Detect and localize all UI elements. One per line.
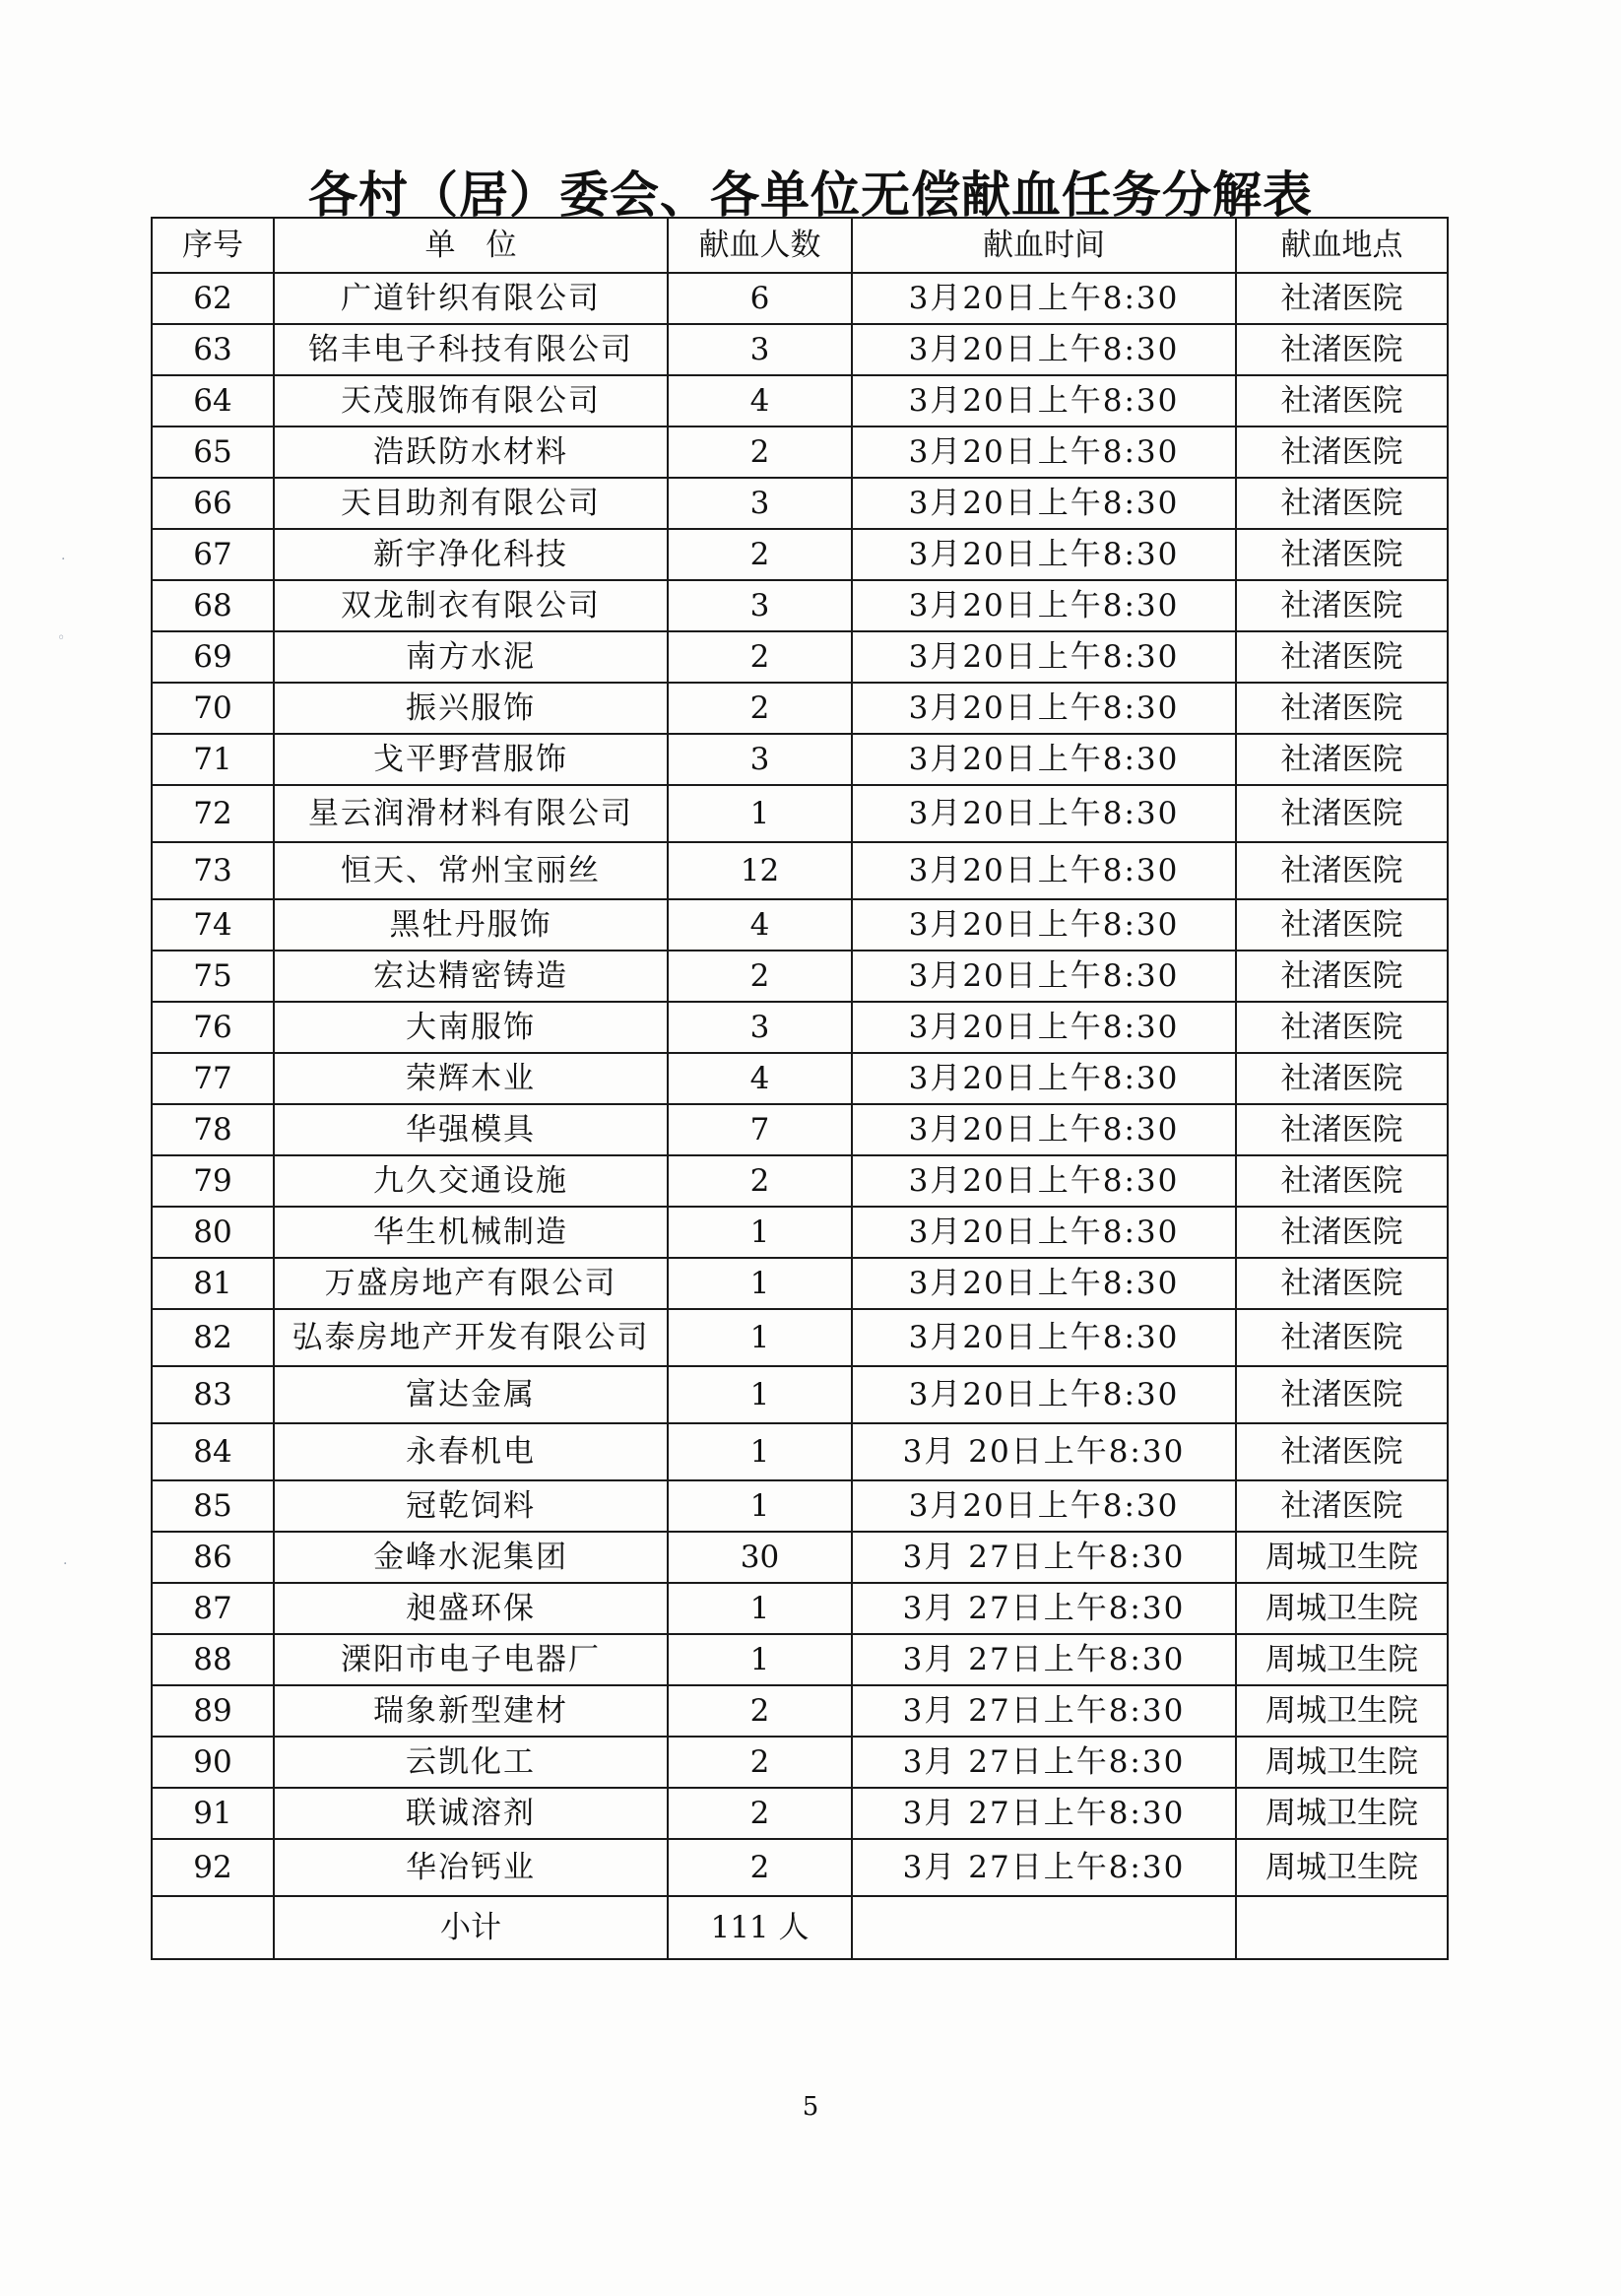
table-row	[152, 324, 1448, 375]
cell-no: 85	[152, 1480, 274, 1532]
cell-no: 75	[152, 951, 274, 1002]
cell-time: 3月20日上午8:30	[852, 842, 1236, 899]
cell-count: 2	[668, 1155, 852, 1207]
cell-place: 社渚医院	[1236, 580, 1448, 631]
cell-time: 3月20日上午8:30	[852, 1309, 1236, 1366]
cell-place: 社渚医院	[1236, 1002, 1448, 1053]
cell-unit: 华生机械制造	[274, 1207, 668, 1258]
table-row	[152, 1788, 1448, 1839]
cell-no: 78	[152, 1104, 274, 1155]
cell-time: 3月20日上午8:30	[852, 324, 1236, 375]
cell-time: 3月 27日上午8:30	[852, 1737, 1236, 1788]
subtotal-row	[152, 1896, 1448, 1959]
table-row	[152, 1366, 1448, 1423]
cell-count: 12	[668, 842, 852, 899]
cell-no: 80	[152, 1207, 274, 1258]
cell-time: 3月20日上午8:30	[852, 785, 1236, 842]
cell-place: 社渚医院	[1236, 375, 1448, 426]
cell-place: 社渚医院	[1236, 426, 1448, 478]
cell-time: 3月20日上午8:30	[852, 273, 1236, 324]
cell-unit: 万盛房地产有限公司	[274, 1258, 668, 1309]
cell-no: 72	[152, 785, 274, 842]
cell-no: 91	[152, 1788, 274, 1839]
cell-unit: 九久交通设施	[274, 1155, 668, 1207]
cell-place: 社渚医院	[1236, 842, 1448, 899]
cell-time: 3月20日上午8:30	[852, 529, 1236, 580]
subtotal-label: 小计	[274, 1896, 668, 1959]
cell-count: 1	[668, 1207, 852, 1258]
table-row	[152, 1685, 1448, 1737]
cell-time: 3月 27日上午8:30	[852, 1583, 1236, 1634]
table-row	[152, 785, 1448, 842]
cell-unit: 富达金属	[274, 1366, 668, 1423]
cell-time: 3月20日上午8:30	[852, 426, 1236, 478]
cell-time: 3月20日上午8:30	[852, 1207, 1236, 1258]
cell-place: 周城卫生院	[1236, 1685, 1448, 1737]
table-row	[152, 1423, 1448, 1480]
table-row	[152, 1309, 1448, 1366]
cell-place: 社渚医院	[1236, 529, 1448, 580]
cell-count: 2	[668, 951, 852, 1002]
cell-no: 90	[152, 1737, 274, 1788]
header-unit: 单 位	[274, 218, 668, 273]
header-row	[152, 218, 1448, 273]
cell-count: 1	[668, 1583, 852, 1634]
page-number: 5	[802, 2092, 819, 2122]
cell-time: 3月20日上午8:30	[852, 683, 1236, 734]
cell-unit: 大南服饰	[274, 1002, 668, 1053]
table-row	[152, 899, 1448, 951]
cell-unit: 昶盛环保	[274, 1583, 668, 1634]
cell-no: 88	[152, 1634, 274, 1685]
cell-count: 2	[668, 683, 852, 734]
table-row	[152, 478, 1448, 529]
cell-time: 3月20日上午8:30	[852, 631, 1236, 683]
cell-no: 67	[152, 529, 274, 580]
cell-no: 89	[152, 1685, 274, 1737]
cell-place: 社渚医院	[1236, 1104, 1448, 1155]
cell-time: 3月20日上午8:30	[852, 1104, 1236, 1155]
cell-unit: 永春机电	[274, 1423, 668, 1480]
cell-count: 1	[668, 1480, 852, 1532]
table-row	[152, 426, 1448, 478]
cell-unit: 弘泰房地产开发有限公司	[274, 1309, 668, 1366]
cell-unit: 金峰水泥集团	[274, 1532, 668, 1583]
table-row	[152, 951, 1448, 1002]
cell-unit: 瑞象新型建材	[274, 1685, 668, 1737]
cell-place: 周城卫生院	[1236, 1634, 1448, 1685]
cell-unit: 黑牡丹服饰	[274, 899, 668, 951]
cell-count: 2	[668, 529, 852, 580]
table-row	[152, 580, 1448, 631]
cell-place: 社渚医院	[1236, 1309, 1448, 1366]
cell-no: 82	[152, 1309, 274, 1366]
cell-count: 2	[668, 631, 852, 683]
header-count: 献血人数	[668, 218, 852, 273]
subtotal-place-cell	[1236, 1896, 1448, 1959]
table-row	[152, 1053, 1448, 1104]
table-row	[152, 529, 1448, 580]
table-row	[152, 1583, 1448, 1634]
table-row	[152, 1104, 1448, 1155]
table-footer	[152, 1896, 1448, 1959]
cell-time: 3月 20日上午8:30	[852, 1423, 1236, 1480]
cell-unit: 华强模具	[274, 1104, 668, 1155]
cell-no: 64	[152, 375, 274, 426]
cell-count: 2	[668, 1839, 852, 1896]
cell-unit: 荣辉木业	[274, 1053, 668, 1104]
cell-time: 3月20日上午8:30	[852, 1480, 1236, 1532]
cell-time: 3月20日上午8:30	[852, 1002, 1236, 1053]
cell-place: 社渚医院	[1236, 1480, 1448, 1532]
cell-place: 社渚医院	[1236, 951, 1448, 1002]
cell-time: 3月20日上午8:30	[852, 375, 1236, 426]
cell-place: 社渚医院	[1236, 1207, 1448, 1258]
scan-speck: ·	[61, 552, 66, 567]
cell-time: 3月 27日上午8:30	[852, 1788, 1236, 1839]
table-row	[152, 683, 1448, 734]
cell-no: 73	[152, 842, 274, 899]
cell-count: 3	[668, 478, 852, 529]
cell-time: 3月20日上午8:30	[852, 899, 1236, 951]
cell-no: 92	[152, 1839, 274, 1896]
cell-unit: 广道针织有限公司	[274, 273, 668, 324]
cell-place: 社渚医院	[1236, 1423, 1448, 1480]
subtotal-count: 111 人	[668, 1896, 852, 1959]
cell-unit: 铭丰电子科技有限公司	[274, 324, 668, 375]
cell-place: 社渚医院	[1236, 683, 1448, 734]
cell-place: 周城卫生院	[1236, 1737, 1448, 1788]
cell-no: 87	[152, 1583, 274, 1634]
table-row	[152, 375, 1448, 426]
cell-time: 3月20日上午8:30	[852, 951, 1236, 1002]
cell-unit: 华冶钙业	[274, 1839, 668, 1896]
table-row	[152, 1002, 1448, 1053]
cell-count: 4	[668, 899, 852, 951]
subtotal-time-cell	[852, 1896, 1236, 1959]
cell-no: 83	[152, 1366, 274, 1423]
cell-unit: 星云润滑材料有限公司	[274, 785, 668, 842]
cell-count: 3	[668, 1002, 852, 1053]
cell-no: 86	[152, 1532, 274, 1583]
table-body	[152, 273, 1448, 1896]
cell-time: 3月20日上午8:30	[852, 478, 1236, 529]
cell-time: 3月 27日上午8:30	[852, 1685, 1236, 1737]
page-title: 各村（居）委会、各单位无偿献血任务分解表	[308, 166, 1313, 224]
cell-place: 社渚医院	[1236, 1155, 1448, 1207]
cell-place: 社渚医院	[1236, 1258, 1448, 1309]
table-header	[152, 218, 1448, 273]
cell-time: 3月20日上午8:30	[852, 1258, 1236, 1309]
subtotal-no-cell	[152, 1896, 274, 1959]
cell-time: 3月20日上午8:30	[852, 1366, 1236, 1423]
header-no: 序号	[152, 218, 274, 273]
table-row	[152, 1839, 1448, 1896]
table-row	[152, 1634, 1448, 1685]
cell-count: 2	[668, 1685, 852, 1737]
cell-no: 71	[152, 734, 274, 785]
cell-time: 3月20日上午8:30	[852, 1155, 1236, 1207]
cell-place: 社渚医院	[1236, 1053, 1448, 1104]
cell-time: 3月20日上午8:30	[852, 734, 1236, 785]
cell-count: 4	[668, 375, 852, 426]
header-time: 献血时间	[852, 218, 1236, 273]
table-row	[152, 631, 1448, 683]
cell-no: 62	[152, 273, 274, 324]
cell-place: 周城卫生院	[1236, 1839, 1448, 1896]
cell-place: 社渚医院	[1236, 734, 1448, 785]
cell-count: 4	[668, 1053, 852, 1104]
cell-place: 社渚医院	[1236, 1366, 1448, 1423]
cell-place: 周城卫生院	[1236, 1532, 1448, 1583]
table-row	[152, 1258, 1448, 1309]
cell-unit: 溧阳市电子电器厂	[274, 1634, 668, 1685]
cell-no: 74	[152, 899, 274, 951]
cell-no: 70	[152, 683, 274, 734]
cell-unit: 双龙制衣有限公司	[274, 580, 668, 631]
cell-place: 社渚医院	[1236, 273, 1448, 324]
header-place: 献血地点	[1236, 218, 1448, 273]
cell-time: 3月20日上午8:30	[852, 580, 1236, 631]
cell-place: 社渚医院	[1236, 899, 1448, 951]
cell-time: 3月20日上午8:30	[852, 1053, 1236, 1104]
cell-no: 84	[152, 1423, 274, 1480]
cell-count: 1	[668, 785, 852, 842]
cell-count: 30	[668, 1532, 852, 1583]
cell-unit: 云凯化工	[274, 1737, 668, 1788]
cell-count: 6	[668, 273, 852, 324]
cell-time: 3月 27日上午8:30	[852, 1634, 1236, 1685]
cell-count: 3	[668, 734, 852, 785]
cell-unit: 戈平野营服饰	[274, 734, 668, 785]
table-row	[152, 1480, 1448, 1532]
cell-place: 周城卫生院	[1236, 1583, 1448, 1634]
cell-place: 社渚医院	[1236, 478, 1448, 529]
cell-unit: 恒天、常州宝丽丝	[274, 842, 668, 899]
cell-place: 社渚医院	[1236, 324, 1448, 375]
cell-unit: 振兴服饰	[274, 683, 668, 734]
cell-count: 1	[668, 1309, 852, 1366]
cell-time: 3月 27日上午8:30	[852, 1839, 1236, 1896]
cell-count: 3	[668, 324, 852, 375]
cell-unit: 冠乾饲料	[274, 1480, 668, 1532]
cell-no: 69	[152, 631, 274, 683]
cell-count: 1	[668, 1423, 852, 1480]
cell-unit: 宏达精密铸造	[274, 951, 668, 1002]
scan-speck: ·	[63, 1556, 68, 1572]
cell-unit: 浩跃防水材料	[274, 426, 668, 478]
cell-no: 63	[152, 324, 274, 375]
table-row	[152, 842, 1448, 899]
cell-unit: 天目助剂有限公司	[274, 478, 668, 529]
cell-unit: 天茂服饰有限公司	[274, 375, 668, 426]
cell-no: 77	[152, 1053, 274, 1104]
cell-no: 76	[152, 1002, 274, 1053]
cell-count: 1	[668, 1258, 852, 1309]
cell-place: 社渚医院	[1236, 631, 1448, 683]
table-row	[152, 1155, 1448, 1207]
cell-count: 2	[668, 426, 852, 478]
table-row	[152, 273, 1448, 324]
cell-count: 3	[668, 580, 852, 631]
blood-donation-task-table	[151, 217, 1449, 1960]
cell-unit: 新宇净化科技	[274, 529, 668, 580]
cell-no: 65	[152, 426, 274, 478]
cell-count: 7	[668, 1104, 852, 1155]
cell-count: 1	[668, 1366, 852, 1423]
cell-time: 3月 27日上午8:30	[852, 1532, 1236, 1583]
cell-count: 2	[668, 1788, 852, 1839]
cell-place: 周城卫生院	[1236, 1788, 1448, 1839]
cell-no: 79	[152, 1155, 274, 1207]
cell-no: 66	[152, 478, 274, 529]
table-row	[152, 1532, 1448, 1583]
cell-no: 68	[152, 580, 274, 631]
table-row	[152, 1737, 1448, 1788]
cell-unit: 南方水泥	[274, 631, 668, 683]
cell-no: 81	[152, 1258, 274, 1309]
cell-count: 2	[668, 1737, 852, 1788]
cell-place: 社渚医院	[1236, 785, 1448, 842]
cell-count: 1	[668, 1634, 852, 1685]
table-row	[152, 734, 1448, 785]
scan-speck: ◦	[57, 630, 66, 646]
cell-unit: 联诚溶剂	[274, 1788, 668, 1839]
table-row	[152, 1207, 1448, 1258]
